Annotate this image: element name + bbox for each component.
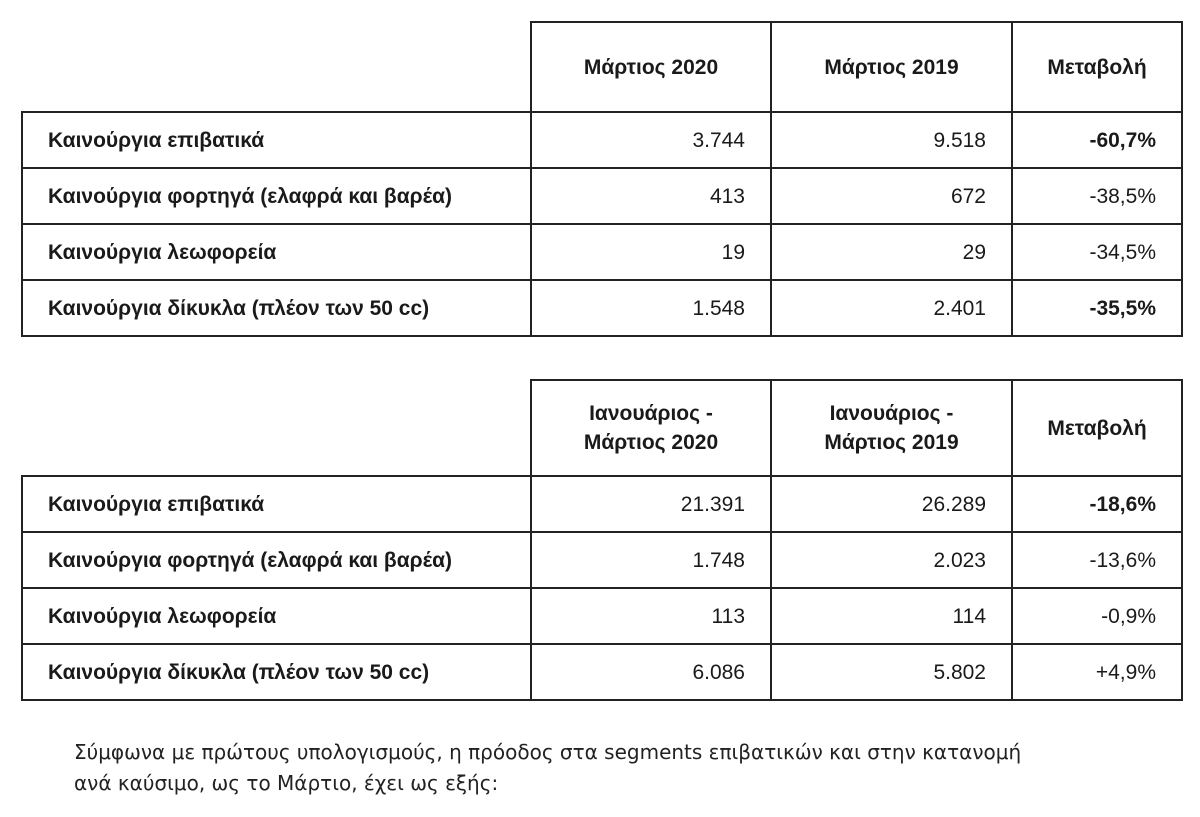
table-row — [22, 588, 1182, 644]
column-header-change: Μεταβολή — [1012, 22, 1182, 112]
value-2019: 2.401 — [771, 280, 1012, 336]
table-header-row — [22, 22, 1182, 112]
value-change: -34,5% — [1012, 224, 1182, 280]
value-change: -18,6% — [1012, 476, 1182, 532]
value-2020: 1.748 — [531, 532, 771, 588]
table-row — [22, 280, 1182, 336]
value-2019: 9.518 — [771, 112, 1012, 168]
value-change: -35,5% — [1012, 280, 1182, 336]
row-label: Καινούργια επιβατικά — [22, 112, 531, 168]
value-change: -0,9% — [1012, 588, 1182, 644]
column-header-2019 — [771, 380, 1012, 476]
table-row — [22, 112, 1182, 168]
value-2019: 2.023 — [771, 532, 1012, 588]
header-corner-cell — [22, 22, 531, 112]
column-header-2019: Μάρτιος 2019 — [771, 22, 1012, 112]
row-label: Καινούργια δίκυκλα (πλέον των 50 cc) — [22, 644, 531, 700]
row-label: Καινούργια φορτηγά (ελαφρά και βαρέα) — [22, 532, 531, 588]
value-2019: 672 — [771, 168, 1012, 224]
column-header-line: Ιανουάριος - — [589, 402, 713, 425]
header-corner-cell — [22, 380, 531, 476]
column-header-line: Μάρτιος 2019 — [824, 431, 959, 454]
row-label: Καινούργια λεωφορεία — [22, 588, 531, 644]
value-2020: 6.086 — [531, 644, 771, 700]
table-header-row — [22, 380, 1182, 476]
value-change: -13,6% — [1012, 532, 1182, 588]
table-row — [22, 476, 1182, 532]
value-2020: 21.391 — [531, 476, 771, 532]
march-comparison-table — [21, 21, 1183, 337]
row-label: Καινούργια δίκυκλα (πλέον των 50 cc) — [22, 280, 531, 336]
row-label: Καινούργια φορτηγά (ελαφρά και βαρέα) — [22, 168, 531, 224]
value-2020: 19 — [531, 224, 771, 280]
value-change: -60,7% — [1012, 112, 1182, 168]
value-2020: 413 — [531, 168, 771, 224]
value-2019: 114 — [771, 588, 1012, 644]
value-2019: 5.802 — [771, 644, 1012, 700]
summary-line: Σύμφωνα με πρώτους υπολογισμούς, η πρόοδος στα segments επιβατικών και στην κατανομή — [74, 740, 1022, 764]
value-2020: 1.548 — [531, 280, 771, 336]
row-label: Καινούργια επιβατικά — [22, 476, 531, 532]
column-header-change: Μεταβολή — [1012, 380, 1182, 476]
value-change: -38,5% — [1012, 168, 1182, 224]
table-row — [22, 644, 1182, 700]
value-change: +4,9% — [1012, 644, 1182, 700]
value-2019: 29 — [771, 224, 1012, 280]
column-header-line: Ιανουάριος - — [829, 402, 954, 425]
value-2020: 3.744 — [531, 112, 771, 168]
summary-paragraph — [74, 737, 1154, 799]
column-header-2020: Μάρτιος 2020 — [531, 22, 771, 112]
value-2020: 113 — [531, 588, 771, 644]
january-march-comparison-table — [21, 379, 1183, 701]
table-row — [22, 224, 1182, 280]
table-row — [22, 168, 1182, 224]
value-2019: 26.289 — [771, 476, 1012, 532]
column-header-line: Μάρτιος 2020 — [583, 431, 719, 454]
table-row — [22, 532, 1182, 588]
row-label: Καινούργια λεωφορεία — [22, 224, 531, 280]
column-header-2020 — [531, 380, 771, 476]
summary-line: ανά καύσιμο, ως το Μάρτιο, έχει ως εξής: — [74, 771, 499, 795]
